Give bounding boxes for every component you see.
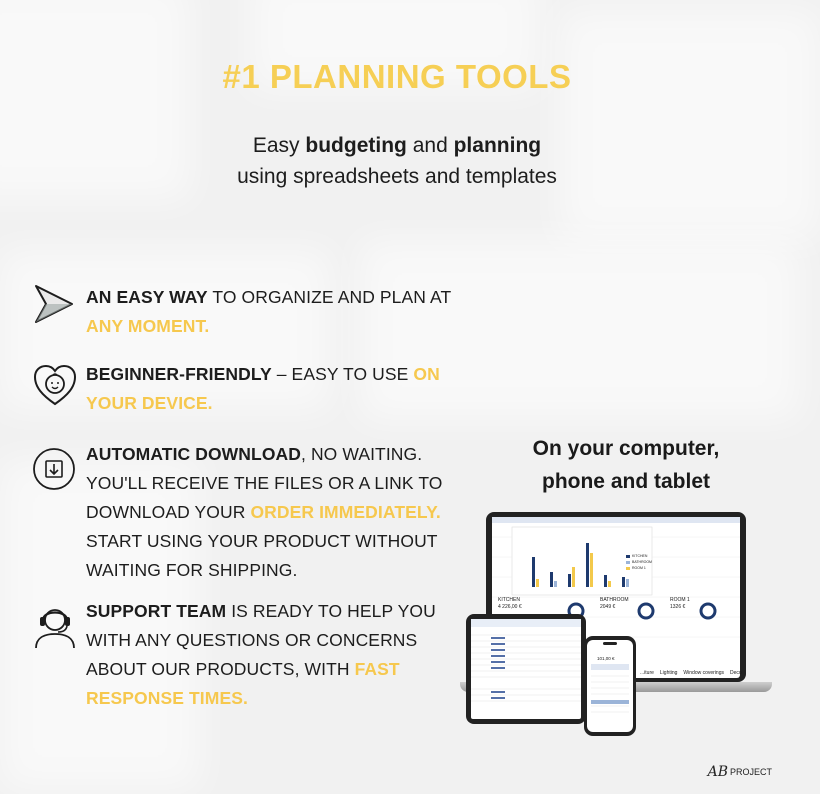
download-icon <box>31 446 77 492</box>
laptop-sheet-tabs: ...iture Lighting Window coverings Deco <box>640 670 742 676</box>
laptop-stat-bathroom: BATHROOM 2049 € <box>600 597 629 610</box>
laptop-legend: KITCHEN BATHROOM ROOM 1 <box>632 554 652 570</box>
feature-beginner-friendly: BEGINNER-FRIENDLY – EASY TO USE ON YOUR DEVICE. <box>86 364 440 413</box>
devices-heading: On your computer, phone and tablet <box>532 437 720 493</box>
phone-total: 101,00 € <box>597 656 615 661</box>
page-title: #1 PLANNING TOOLS <box>222 58 572 95</box>
brand-logo: AB PROJECT <box>707 764 772 780</box>
feature-easy-way: AN EASY WAY TO ORGANIZE AND PLAN AT ANY MOMENT. <box>86 287 451 336</box>
feature-automatic-download: AUTOMATIC DOWNLOAD, NO WAITING. YOU'LL RECEIVE THE FILES OR A LINK TO DOWNLOAD YOUR ORDER IMMEDIATELY. START USING YOUR PRODUCT WITHOUT WAITING FOR SHIPPING. <box>86 444 443 580</box>
feature-support-team: SUPPORT TEAM IS READY TO HELP YOU WITH ANY QUESTIONS OR CONCERNS ABOUT OUR PRODUCTS, WITH FAST RESPONSE TIMES. <box>86 601 436 708</box>
laptop-stat-room1: ROOM 1 1326 € <box>670 597 690 610</box>
phone-display <box>587 640 633 732</box>
laptop-stat-kitchen: KITCHEN 4 226,00 € <box>498 597 522 610</box>
baby-heart-icon <box>32 362 78 408</box>
tablet-mockup <box>466 614 586 724</box>
phone-mockup <box>584 636 636 736</box>
arrow-icon <box>32 282 76 326</box>
page-subtitle: Easy budgeting and planning using spreadsheets and templates <box>237 134 557 188</box>
tablet-display <box>471 619 581 719</box>
headset-agent-icon <box>30 600 80 650</box>
